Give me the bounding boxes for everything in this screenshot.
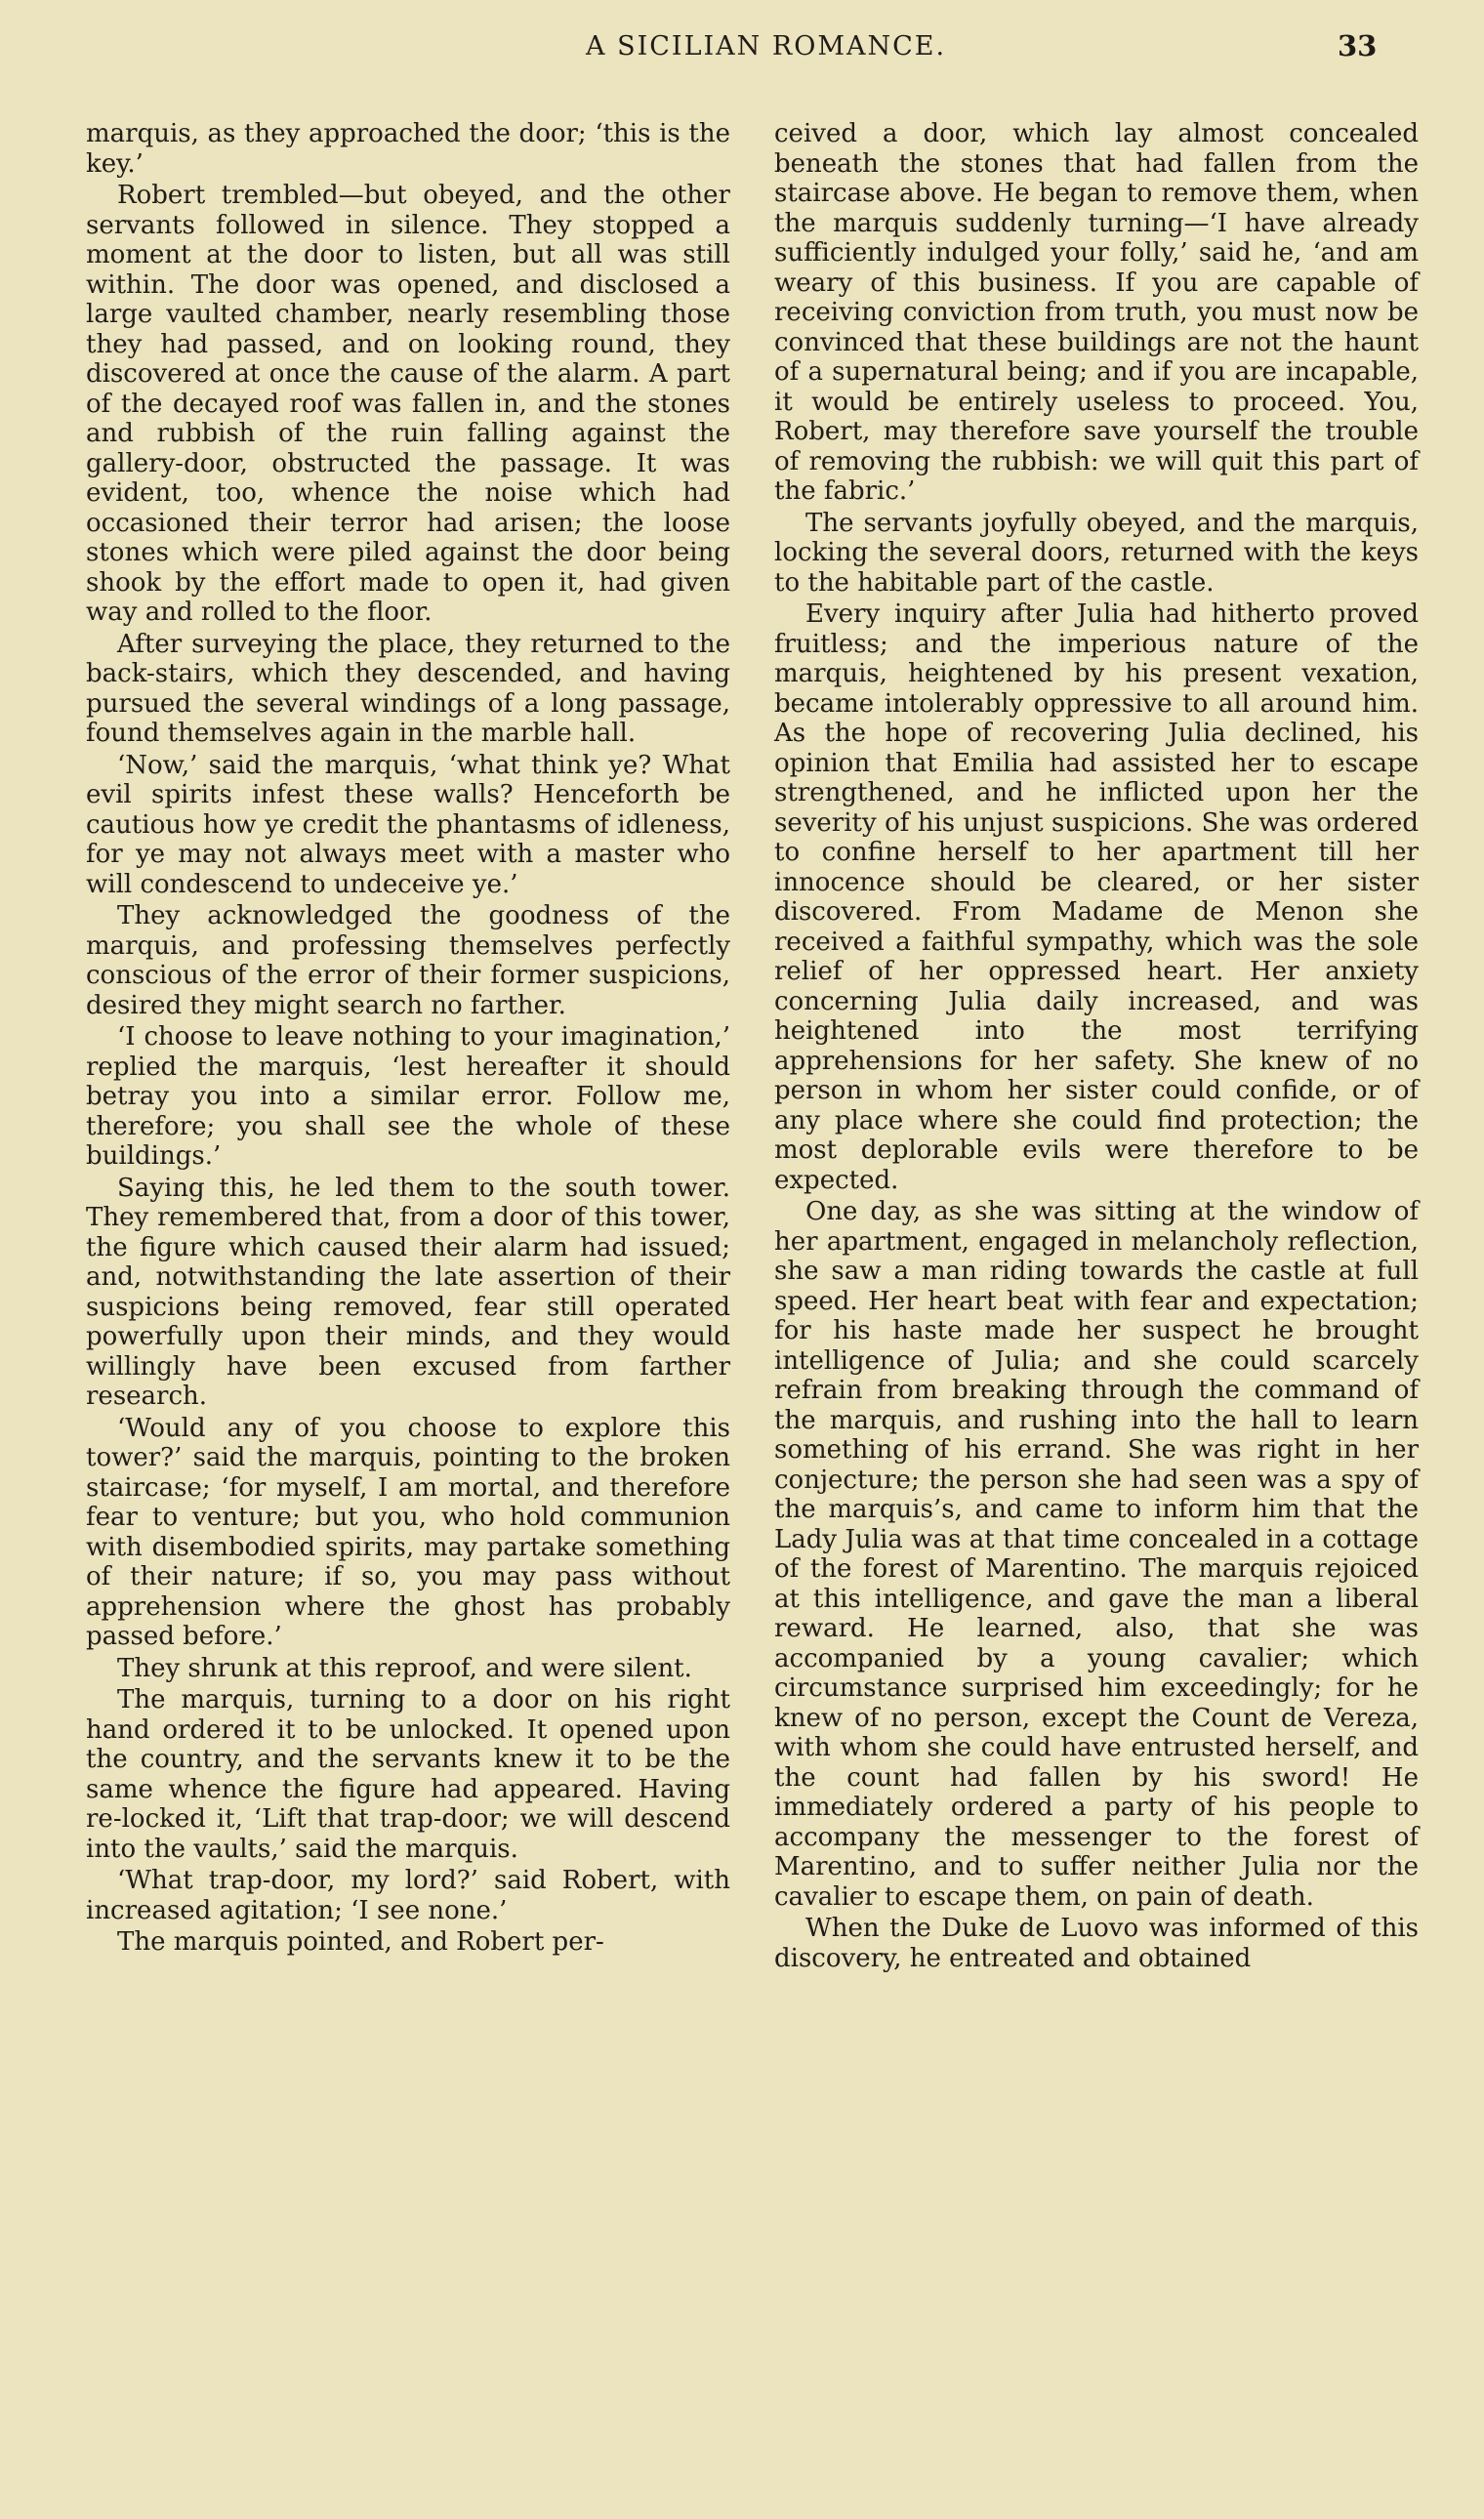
paragraph: One day, as she was sitting at the window of her apartment, engaged in melancholy reflection, she saw a man riding towards the castle at full speed. Her heart beat with fear and expectation; for his haste made her suspect he brought intelligence of Julia; and she could scarcely refrain from breaking through the command of the marquis, and rushing into the hall to learn something of his errand. She was right in her conjecture; the person she had seen was a spy of the marquis’s, and came to inform him that the Lady Julia was at that time concealed in a cottage of the forest of Marentino. The marquis rejoiced at this intelligence, and gave the man a liberal reward. He learned, also, that she was accompanied by a young cavalier; which circumstance surprised him exceedingly; for he knew of no person, except the Count de Vereza, with whom she could have entrusted herself, and the count had fallen by his sword! He immediately ordered a party of his people to accompany the messenger to the forest of Marentino, and to suffer neither Julia nor the cavalier to escape them, on pain of death. [774, 1197, 1419, 1912]
paragraph: ‘What trap-door, my lord?’ said Robert, with increased agitation; ‘I see none.’ [86, 1866, 730, 1925]
paragraph: They acknowledged the goodness of the marquis, and professing themselves perfectly conscious of the error of their former suspicions, desired they might search no farther. [86, 901, 730, 1020]
paragraph: ceived a door, which lay almost concealed beneath the stones that had fallen from the staircase above. He began to remove them, when the marquis suddenly turning—‘I have already sufficiently indulged your folly,’ said he, ‘and am weary of this business. If you are capable of receiving conviction from truth, you must now be convinced that these buildings are not the haunt of a supernatural being; and if you are incapable, it would be entirely useless to proceed. You, Robert, may therefore save yourself the trouble of removing the rubbish: we will quit this part of the fabric.’ [774, 119, 1419, 506]
paragraph: They shrunk at this reproof, and were silent. [117, 1653, 692, 1683]
left-text-column [86, 119, 730, 1960]
paragraph: Robert trembled—but obeyed, and the other servants followed in silence. They stopped a moment at the door to listen, but all was still within. The door was opened, and disclosed a large vaulted chamber, nearly resembling those they had passed, and on looking round, they discovered at once the cause of the alarm. A part of the decayed roof was fallen in, and the stones and rubbish of the ruin falling against the gallery-door, obstructed the passage. It was evident, too, whence the noise which had occasioned their terror had arisen; the loose stones which were piled against the door being shook by the effort made to open it, had given way and rolled to the floor. [86, 181, 730, 627]
paragraph: ‘Would any of you choose to explore this tower?’ said the marquis, pointing to the broken staircase; ‘for myself, I am mortal, and therefore fear to venture; but you, who hold communion with disembodied spirits, may partake something of their nature; if so, you may pass without apprehension where the ghost has probably passed before.’ [86, 1413, 730, 1651]
paragraph: marquis, as they approached the door; ‘this is the key.’ [86, 119, 730, 179]
paragraph: Every inquiry after Julia had hitherto proved fruitless; and the imperious nature of the marquis, heightened by his present vexation, became intolerably oppressive to all around him. As the hope of recovering Julia declined, his opinion that Emilia had assisted her to escape strengthened, and he inflicted upon her the severity of his unjust suspicions. She was ordered to confine herself to her apartment till her innocence should be cleared, or her sister discovered. From Madame de Menon she received a faithful sympathy, which was the sole relief of her oppressed heart. Her anxiety concerning Julia daily increased, and was heightened into the most terrifying apprehensions for her safety. She knew of no person in whom her sister could confide, or of any place where she could find protection; the most deplorable evils were therefore to be expected. [774, 599, 1419, 1195]
paragraph: ‘Now,’ said the marquis, ‘what think ye? What evil spirits infest these walls? Henceforth be cautious how ye credit the phantasms of idleness, for ye may not always meet with a master who will condescend to undeceive ye.’ [86, 750, 730, 899]
paragraph: Saying this, he led them to the south tower. They remembered that, from a door of this tower, the figure which caused their alarm had issued; and, notwithstanding the late assertion of their suspicions being removed, fear still operated powerfully upon their minds, and they would willingly have been excused from farther research. [86, 1173, 730, 1411]
paragraph: The marquis, turning to a door on his right hand ordered it to be unlocked. It opened upon the country, and the servants knew it to be the same whence the figure had appeared. Having re-locked it, ‘Lift that trap-door; we will descend into the vaults,’ said the marquis. [86, 1685, 730, 1864]
paragraph: When the Duke de Luovo was informed of this discovery, he entreated and obtained [774, 1914, 1419, 1973]
page-number: 33 [1338, 29, 1378, 62]
paragraph: ‘I choose to leave nothing to your imagination,’ replied the marquis, ‘lest hereafter it should betray you into a similar error. Follow me, therefore; you shall see the whole of these buildings.’ [86, 1022, 730, 1171]
paragraph: The servants joyfully obeyed, and the marquis, locking the several doors, returned with the keys to the habitable part of the castle. [774, 508, 1419, 598]
paragraph: The marquis pointed, and Robert per- [117, 1927, 604, 1957]
running-title: A SICILIAN ROMANCE. [586, 31, 947, 62]
paragraph: After surveying the place, they returned to the back-stairs, which they descended, and having pursued the several windings of a long passage, found themselves again in the marble hall. [86, 629, 730, 748]
right-text-column [774, 119, 1419, 1975]
